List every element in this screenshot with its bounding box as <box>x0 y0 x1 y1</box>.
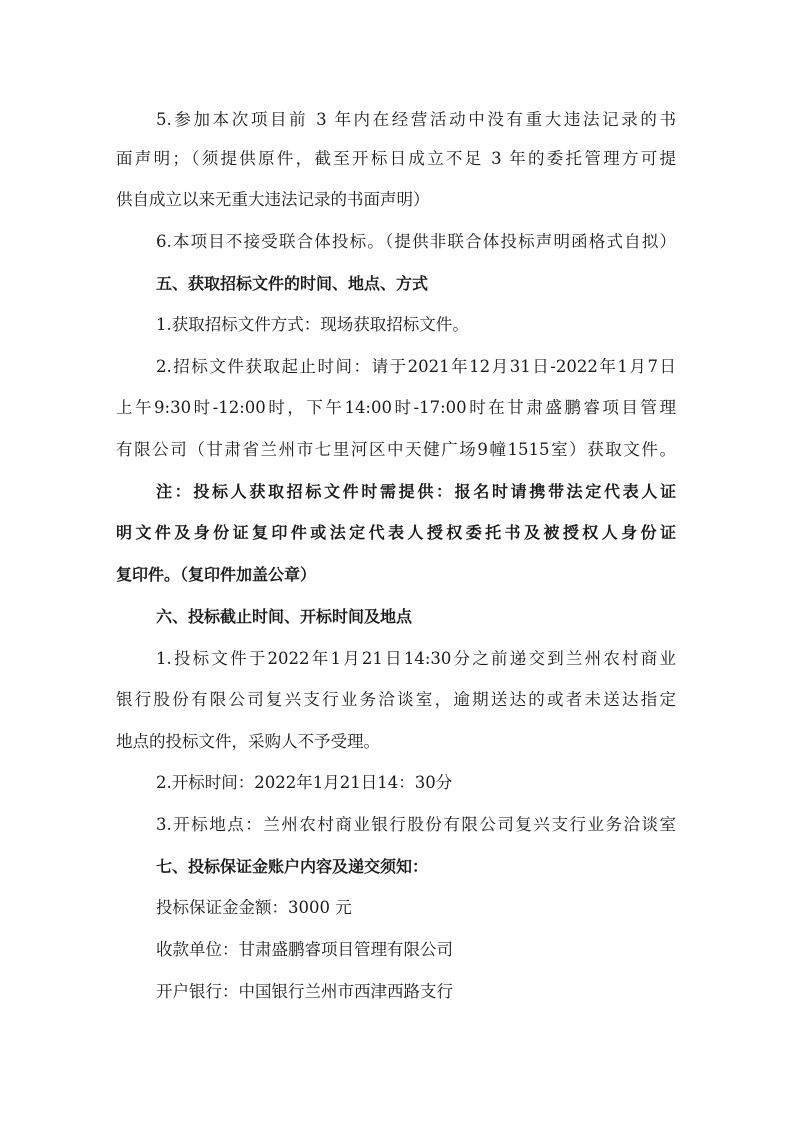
item6-paragraph: 6.本项目不接受联合体投标。（提供非联合体投标声明函格式自拟） <box>156 232 676 251</box>
section5-heading: 五、获取招标文件的时间、地点、方式 <box>156 274 429 293</box>
section6-heading: 六、投标截止时间、开标时间及地点 <box>156 607 413 626</box>
item5-line3: 供自成立以来无重大违法记录的书面声明） <box>116 190 430 209</box>
section6-item1-line1: 1.投标文件于2022年1月21日14:30分之前递交到兰州农村商业 <box>156 649 676 668</box>
section6-item1-line3: 地点的投标文件，采购人不予受理。 <box>116 732 380 751</box>
section6-item1-line2: 银行股份有限公司复兴支行业务洽谈室，逾期送达的或者未送达指定 <box>116 690 676 709</box>
section5-item2-line3: 有限公司（甘肃省兰州市七里河区中天健广场9幢1515室）获取文件。 <box>116 440 676 459</box>
note-line1: 注：投标人获取招标文件时需提供：报名时请携带法定代表人证 <box>156 482 676 501</box>
section5-item1: 1.获取招标文件方式：现场获取招标文件。 <box>156 315 469 334</box>
bank-name: 开户银行：中国银行兰州市西津西路支行 <box>156 982 453 1001</box>
note-line2: 明文件及身份证复印件或法定代表人授权委托书及被授权人身份证 <box>116 523 676 542</box>
section6-item2: 2.开标时间：2022年1月21日14：30分 <box>156 773 453 792</box>
item5-line2: 面声明；（须提供原件，截至开标日成立不足 3 年的委托管理方可提 <box>116 149 676 168</box>
section6-item3: 3.开标地点：兰州农村商业银行股份有限公司复兴支行业务洽谈室 <box>156 815 676 834</box>
section7-heading: 七、投标保证金账户内容及递交须知： <box>156 857 429 876</box>
payee-name: 收款单位：甘肃盛鹏睿项目管理有限公司 <box>156 940 453 959</box>
section5-item2-line2: 上午9:30时-12:00时，下午14:00时-17:00时在甘肃盛鹏睿项目管理 <box>116 398 676 417</box>
deposit-amount: 投标保证金金额：3000 元 <box>156 898 352 917</box>
item5-line1: 5.参加本次项目前 3 年内在经营活动中没有重大违法记录的书 <box>156 110 676 129</box>
note-line3: 复印件。（复印件加盖公章） <box>116 565 317 584</box>
section5-item2-line1: 2.招标文件获取起止时间：请于2021年12月31日-2022年1月7日 <box>156 357 676 376</box>
